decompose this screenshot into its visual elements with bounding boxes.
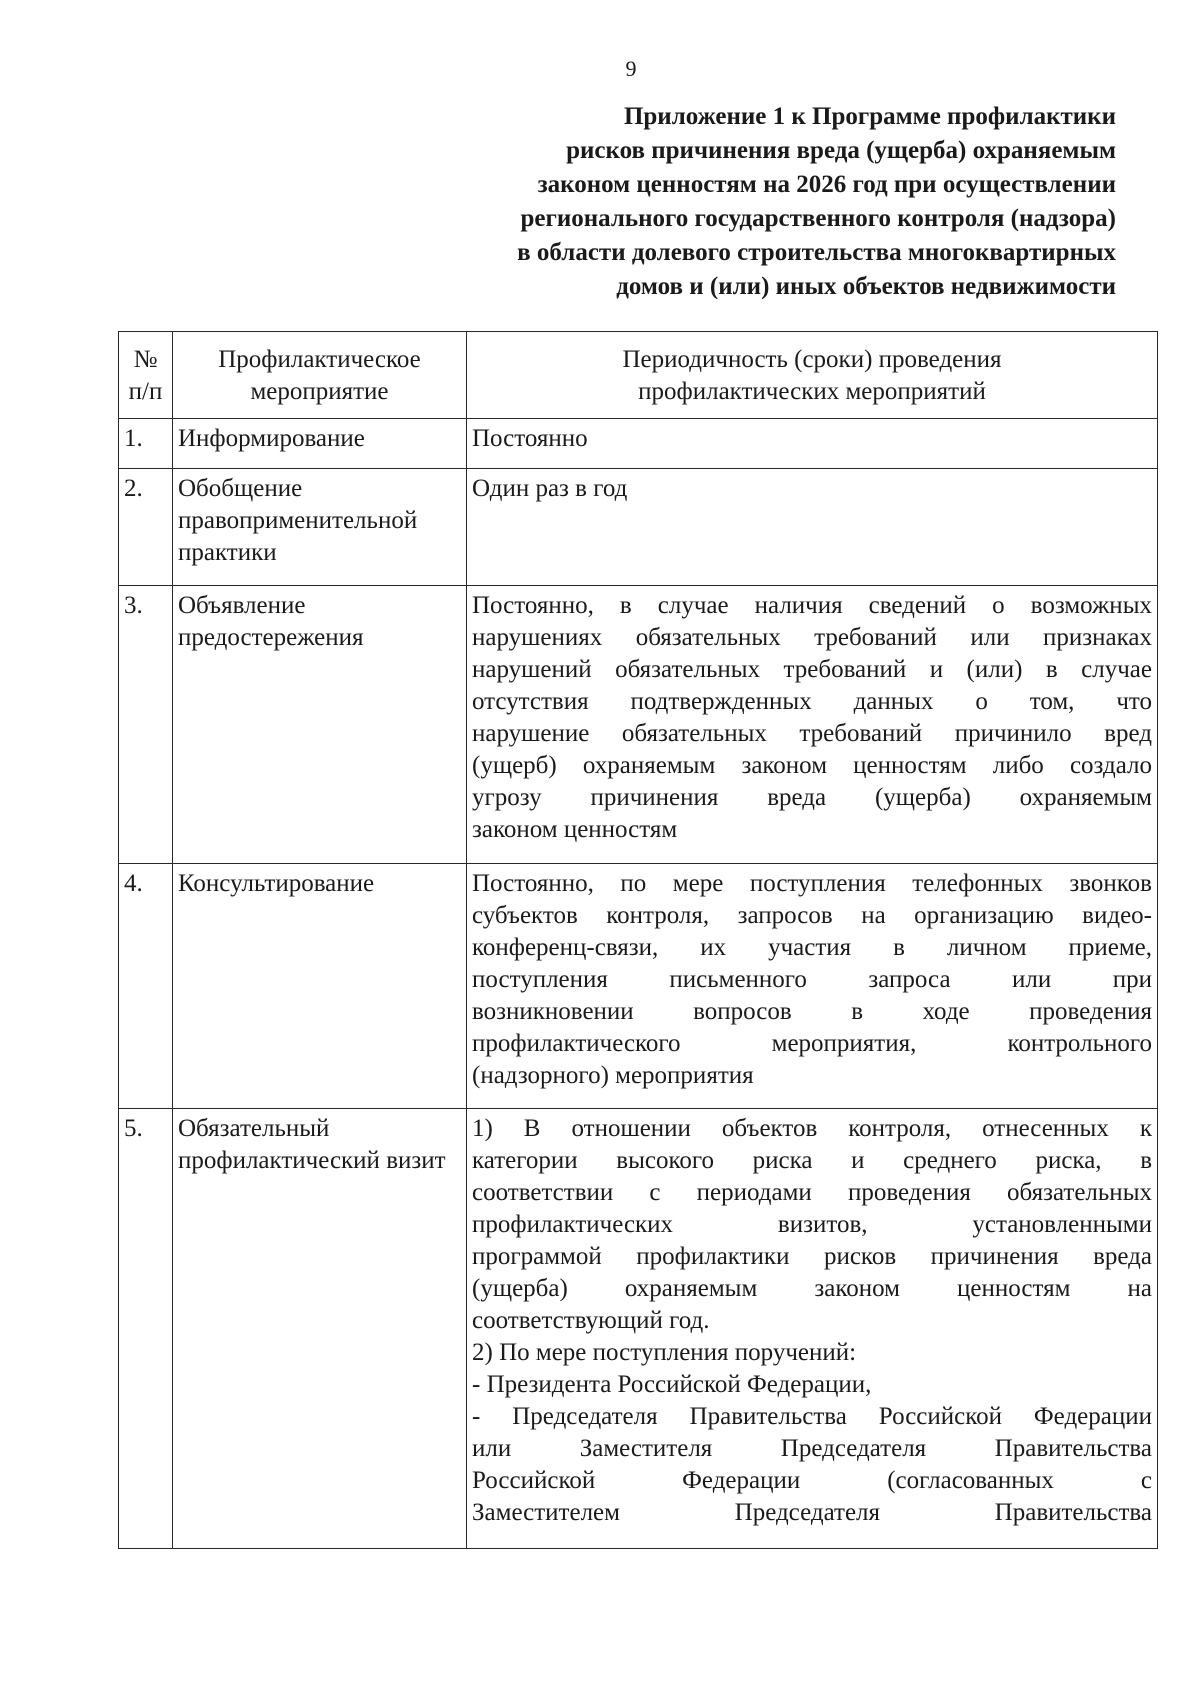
row-event: Информирование <box>173 419 467 469</box>
row-event: Объявление предостережения <box>173 586 467 864</box>
period-line: нарушений обязательных требований и (или) в случае <box>472 656 1152 683</box>
page-number: 9 <box>625 56 637 81</box>
period-line: поступления письменного запроса или при <box>472 966 1152 993</box>
row-period <box>467 864 1158 1109</box>
header-period <box>467 332 1158 419</box>
appendix-heading <box>316 100 1116 304</box>
period-line: угрозу причинения вреда (ущерба) охраняемым <box>472 784 1152 811</box>
prevention-events-table <box>118 331 1158 1549</box>
heading-line: законом ценностям на 2026 год при осуществлении <box>537 171 1116 198</box>
table-row <box>119 1109 1158 1549</box>
period-line: 2) По мере поступления поручений: <box>472 1339 857 1366</box>
heading-line: Приложение 1 к Программе профилактики <box>623 103 1116 130</box>
row-num: 2. <box>119 469 173 586</box>
row-num: 5. <box>119 1109 173 1549</box>
period-line: возникновении вопросов в ходе проведения <box>472 998 1152 1025</box>
period-line: нарушение обязательных требований причинило вред <box>472 720 1152 747</box>
period-line: - Президента Российской Федерации, <box>472 1371 872 1398</box>
period-line: соответствии с периодами проведения обязательных <box>472 1179 1152 1206</box>
row-num: 4. <box>119 864 173 1109</box>
period-line: или Заместителя Председателя Правительства <box>472 1435 1152 1462</box>
header-num-line: п/п <box>128 378 163 405</box>
period-line: Постоянно, в случае наличия сведений о возможных <box>472 592 1152 619</box>
period-line: профилактического мероприятия, контрольного <box>472 1030 1152 1057</box>
heading-line: рисков причинения вреда (ущерба) охраняемым <box>566 137 1116 164</box>
period-line: - Председателя Правительства Российской Федерации <box>472 1403 1152 1430</box>
row-period <box>467 469 1158 586</box>
period-line: (надзорного) мероприятия <box>472 1062 754 1089</box>
row-num: 3. <box>119 586 173 864</box>
row-num: 1. <box>119 419 173 469</box>
row-event: Обязательный профилактический визит <box>173 1109 467 1549</box>
row-period <box>467 586 1158 864</box>
header-period-line: Периодичность (сроки) проведения <box>622 346 1002 373</box>
heading-line: домов и (или) иных объектов недвижимости <box>616 273 1116 300</box>
header-event-line: Профилактическое <box>218 346 421 373</box>
period-line: (ущерб) охраняемым законом ценностям либо создало <box>472 752 1152 779</box>
table-header-row <box>119 332 1158 419</box>
period-line: (ущерба) охраняемым законом ценностям на <box>472 1275 1152 1302</box>
period-line: конференц-связи, их участия в личном приеме, <box>472 934 1152 961</box>
period-line: Один раз в год <box>472 475 628 502</box>
heading-line: в области долевого строительства многоквартирных <box>517 239 1116 266</box>
table-row <box>119 419 1158 469</box>
header-num-line: № <box>133 346 158 373</box>
row-event: Обобщение правоприменительной практики <box>173 469 467 586</box>
period-line: Постоянно <box>472 425 588 452</box>
header-event-line: мероприятие <box>250 378 389 405</box>
period-line: Российской Федерации (согласованных с <box>472 1467 1152 1494</box>
header-period-line: профилактических мероприятий <box>638 378 986 405</box>
table-row <box>119 586 1158 864</box>
period-line: профилактических визитов, установленными <box>472 1211 1152 1238</box>
row-period <box>467 419 1158 469</box>
period-line: субъектов контроля, запросов на организацию видео- <box>472 902 1152 929</box>
table-row <box>119 864 1158 1109</box>
period-line: категории высокого риска и среднего риска, в <box>472 1147 1152 1174</box>
period-line: Заместителем Председателя Правительства <box>472 1499 1152 1526</box>
row-period <box>467 1109 1158 1549</box>
row-event: Консультирование <box>173 864 467 1109</box>
table-row <box>119 469 1158 586</box>
period-line: 1) В отношении объектов контроля, отнесенных к <box>472 1115 1152 1142</box>
period-line: Постоянно, по мере поступления телефонных звонков <box>472 870 1152 897</box>
period-line: законом ценностям <box>472 816 678 843</box>
period-line: отсутствия подтвержденных данных о том, что <box>472 688 1152 715</box>
header-num <box>119 332 173 419</box>
period-line: соответствующий год. <box>472 1307 710 1334</box>
period-line: программой профилактики рисков причинения вреда <box>472 1243 1152 1270</box>
heading-line: регионального государственного контроля (надзора) <box>520 205 1116 232</box>
period-line: нарушениях обязательных требований или признаках <box>472 624 1152 651</box>
header-event <box>173 332 467 419</box>
